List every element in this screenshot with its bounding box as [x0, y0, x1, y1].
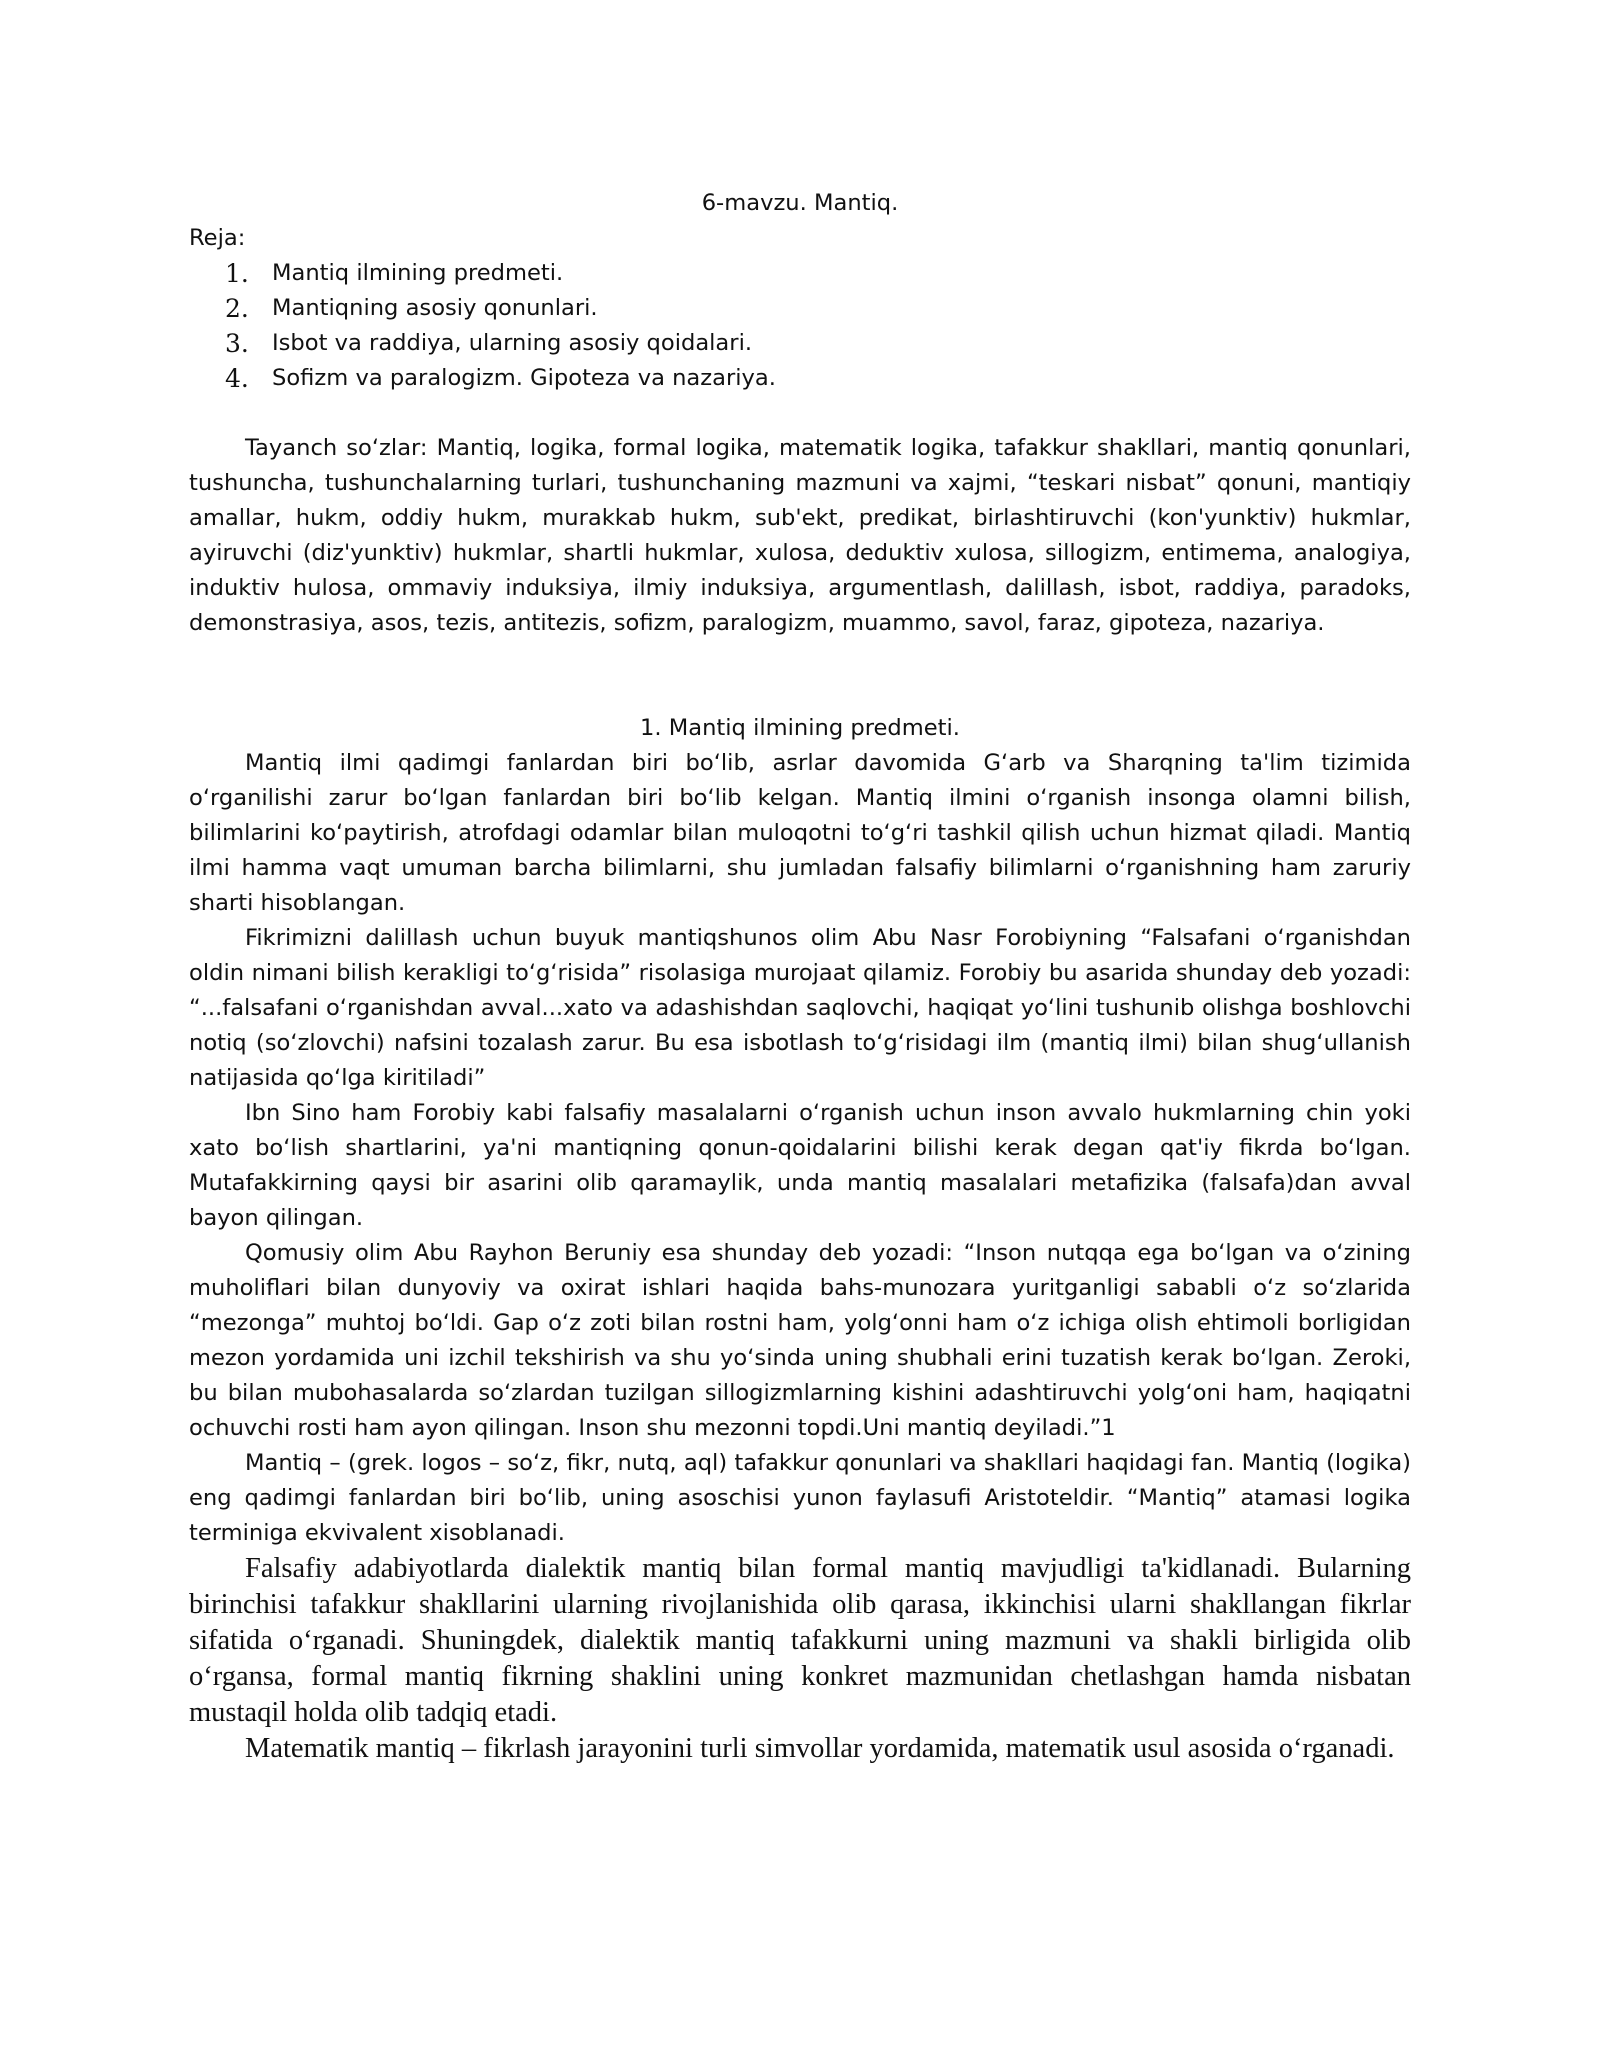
serif-section	[189, 1551, 1411, 1767]
plan-item	[189, 291, 1411, 326]
plan-item-number: 2.	[225, 294, 249, 323]
plan-list	[189, 256, 1411, 396]
body-paragraph: Mantiq ilmi qadimgi fanlardan biri bo‘lib, asrlar davomida G‘arb va Sharqning ta'lim tizimida o‘rganilishi zarur bo‘lgan fanlardan biri bo‘lib kelgan. Mantiq ilmini o‘rganish insonga olamni bilish, bilimlarini ko‘paytirish, atrofdagi odamlar bilan muloqotni to‘g‘ri tashkil qilish uchun hizmat qiladi. Mantiq ilmi hamma vaqt umuman barcha bilimlarni, shu jumladan falsafiy bilimlarni o‘rganishning ham zaruriy sharti hisoblangan.	[189, 750, 1411, 916]
plan-label: Reja:	[189, 225, 246, 251]
plan-item	[189, 326, 1411, 361]
serif-paragraph: Falsafiy adabiyotlarda dialektik mantiq bilan formal mantiq mavjudligi ta'kidlanadi. Bularning birinchisi tafakkur shakllarini ularning rivojlanishida olib qarasa, ikkinchisi ularni shakllangan fikrlar sifatida o‘rganadi. Shuningdek, dialektik mantiq tafakkurni uning mazmuni va shakli birligida olib o‘rgansa, formal mantiq fikrning shaklini uning konkret mazmunidan chetlashgan hamda nisbatan mustaqil holda olib tadqiq etadi.	[189, 1553, 1411, 1728]
document-page	[189, 186, 1411, 1767]
plan-item-text: Sofizm va paralogizm. Gipoteza va nazariya.	[272, 365, 776, 391]
body-paragraph: Fikrimizni dalillash uchun buyuk mantiqshunos olim Abu Nasr Forobiyning “Falsafani o‘rganishdan oldin nimani bilish kerakligi to‘g‘risida” risolasiga murojaat qilamiz. Forobiy bu asarida shunday deb yozadi: “...falsafani o‘rganishdan avval...xato va adashishdan saqlovchi, haqiqat yo‘lini tushunib olishga boshlovchi notiq (so‘zlovchi) nafsini tozalash zarur. Bu esa isbotlash to‘g‘risidagi ilm (mantiq ilmi) bilan shug‘ullanish natijasida qo‘lga kiritiladi”	[189, 925, 1411, 1091]
plan-item-text: Mantiq ilmining predmeti.	[272, 260, 564, 286]
body-paragraph: Qomusiy olim Abu Rayhon Beruniy esa shunday deb yozadi: “Inson nutqqa ega bo‘lgan va o‘zining muholiflari bilan dunyoviy va oxirat ishlari haqida bahs-munozara yuritganligi sababli o‘z so‘zlarida “mezonga” muhtoj bo‘ldi. Gap o‘z zoti bilan rostni ham, yolg‘onni ham o‘z ichiga olish ehtimoli borligidan mezon yordamida uni izchil tekshirish va shu yo‘sinda uning shubhali erini tuzatish kerak bo‘lgan. Zeroki, bu bilan mubohasalarda so‘zlardan tuzilgan sillogizmlarning kishini adashtiruvchi yolg‘oni ham, haqiqatni ochuvchi rosti ham ayon qilingan. Inson shu mezonni topdi.Uni mantiq deyiladi.”1	[189, 1240, 1411, 1441]
body-paragraph: Mantiq – (grek. logos – so‘z, fikr, nutq, aql) tafakkur qonunlari va shakllari haqidagi fan. Mantiq (logika) eng qadimgi fanlardan biri bo‘lib, uning asoschisi yunon faylasufi Aristoteldir. “Mantiq” atamasi logika terminiga ekvivalent xisoblanadi.	[189, 1450, 1411, 1546]
section-heading: 1. Mantiq ilmining predmeti.	[640, 715, 960, 741]
plan-item-number: 3.	[225, 329, 249, 358]
keywords-paragraph: Tayanch so‘zlar: Mantiq, logika, formal logika, matematik logika, tafakkur shakllari, mantiq qonunlari, tushuncha, tushunchalarning turlari, tushunchaning mazmuni va xajmi, “teskari nisbat” qonuni, mantiqiy amallar, hukm, oddiy hukm, murakkab hukm, sub'ekt, predikat, birlashtiruvchi (kon'yunktiv) hukmlar, ayiruvchi (diz'yunktiv) hukmlar, shartli hukmlar, xulosa, deduktiv xulosa, sillogizm, entimema, analogiya, induktiv hulosa, ommaviy induksiya, ilmiy induksiya, argumentlash, dalillash, isbot, raddiya, paradoks, demonstrasiya, asos, tezis, antitezis, sofizm, paralogizm, muammo, savol, faraz, gipoteza, nazariya.	[189, 435, 1411, 636]
plan-item-number: 1.	[225, 259, 249, 288]
body-paragraph: Ibn Sino ham Forobiy kabi falsafiy masalalarni o‘rganish uchun inson avvalo hukmlarning chin yoki xato bo‘lish shartlarini, ya'ni mantiqning qonun-qoidalarini bilishi kerak degan qat'iy fikrda bo‘lgan. Mutafakkirning qaysi bir asarini olib qaramaylik, unda mantiq masalalari metafizika (falsafa)dan avval bayon qilingan.	[189, 1100, 1411, 1231]
plan-item-text: Isbot va raddiya, ularning asosiy qoidalari.	[272, 330, 753, 356]
plan-item-text: Mantiqning asosiy qonunlari.	[272, 295, 598, 321]
serif-paragraph: Matematik mantiq – fikrlash jarayonini turli simvollar yordamida, matematik usul asosida o‘rganadi.	[245, 1733, 1395, 1764]
plan-item	[189, 361, 1411, 396]
document-title: 6-mavzu. Mantiq.	[701, 190, 899, 216]
plan-item	[189, 256, 1411, 291]
plan-item-number: 4.	[225, 364, 249, 393]
